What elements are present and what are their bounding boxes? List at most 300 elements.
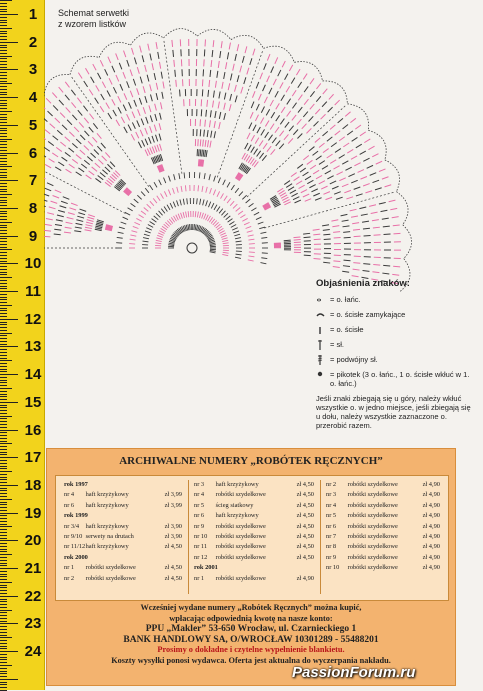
stitch-mark	[354, 187, 361, 189]
stitch-mark	[200, 129, 201, 136]
stitch-mark	[261, 129, 265, 135]
stitch-mark	[84, 146, 89, 151]
stitch-mark	[45, 129, 50, 133]
stitch-mark	[392, 274, 399, 275]
stitch-mark	[202, 213, 204, 219]
stitch-mark	[44, 199, 47, 201]
stitch-mark	[347, 149, 353, 153]
stitch-mark	[287, 99, 291, 105]
ruler-tick	[0, 58, 7, 59]
stitch-mark	[252, 91, 255, 97]
order-address: PPU „Makler” 53-650 Wrocław, ul. Czarnieckiego 1	[47, 624, 455, 635]
ruler-tick	[0, 249, 12, 250]
stitch-mark	[149, 105, 151, 112]
ruler-tick	[0, 191, 7, 192]
stitch-mark	[319, 161, 325, 165]
stitch-mark	[108, 113, 112, 119]
stitch-mark	[54, 229, 61, 230]
stitch-mark	[46, 98, 51, 103]
ruler-tick	[0, 568, 18, 569]
issue-topic: robótki szydełkowe	[346, 564, 398, 571]
stitch-mark	[96, 85, 100, 91]
stitch-mark	[118, 232, 124, 233]
table-row	[326, 480, 440, 490]
issue-price: zł 4,50	[297, 490, 314, 500]
ruler-tick	[0, 255, 7, 256]
issue-number: nr 6	[194, 511, 214, 521]
stitch-mark	[132, 112, 135, 118]
stitch-mark	[207, 140, 208, 147]
stitch-mark	[202, 186, 203, 192]
issue-topic: robótki szydełkowe	[214, 543, 266, 550]
stitch-mark	[292, 103, 296, 109]
stitch-mark	[184, 172, 185, 178]
stitch-mark	[268, 135, 272, 141]
stitch-mark	[139, 215, 144, 218]
stitch-mark	[208, 216, 211, 221]
stitch-mark	[245, 46, 247, 53]
stitch-mark	[210, 252, 216, 253]
stitch-mark	[155, 146, 157, 153]
stitch-mark	[342, 161, 348, 164]
ruler-tick	[0, 47, 7, 48]
stitch-mark	[127, 114, 130, 120]
stitch-mark	[360, 132, 366, 136]
stitch-mark	[291, 193, 297, 196]
stitch-mark	[267, 76, 270, 82]
issue-price: zł 4,90	[423, 490, 440, 500]
stitch-mark	[222, 82, 223, 89]
ruler-number: 3	[22, 61, 44, 78]
ruler-tick	[0, 283, 7, 284]
stitch-mark	[251, 147, 255, 153]
ruler-tick	[0, 117, 7, 118]
ruler	[0, 0, 45, 690]
ruler-tick	[0, 502, 7, 503]
stitch-mark	[134, 100, 137, 107]
stitch-mark	[113, 110, 116, 116]
stitch-mark	[300, 168, 306, 172]
stitch-mark	[323, 89, 328, 94]
stitch-mark	[62, 125, 67, 130]
stitch-mark	[119, 227, 125, 229]
stitch-mark	[313, 170, 319, 174]
ruler-tick	[0, 111, 12, 112]
stitch-mark	[130, 239, 136, 240]
ruler-tick	[0, 382, 7, 383]
stitch-mark	[224, 213, 228, 217]
stitch-mark	[393, 266, 400, 267]
stitch-mark	[213, 101, 214, 108]
stitch-mark	[293, 130, 298, 135]
stitch-mark	[156, 42, 157, 49]
stitch-mark	[145, 139, 148, 145]
ruler-tick	[0, 286, 7, 287]
issue-price: zł 3,99	[165, 501, 182, 511]
issue-topic: serwety na drutach	[84, 533, 134, 540]
chain-loop	[347, 104, 368, 131]
stitch-mark	[279, 144, 284, 149]
stitch-mark	[235, 257, 241, 258]
ruler-tick	[0, 164, 7, 165]
stitch-mark	[136, 132, 139, 138]
stitch-mark	[141, 211, 146, 215]
stitch-mark	[304, 99, 308, 105]
stitch-mark	[155, 104, 157, 111]
stitch-mark	[159, 211, 163, 215]
stitch-mark	[150, 95, 152, 102]
stitch-mark	[132, 48, 134, 55]
issue-number: nr 6	[326, 522, 346, 532]
ruler-tick	[0, 563, 7, 564]
ruler-tick	[0, 67, 7, 68]
ruler-tick	[0, 92, 7, 93]
ruler-tick	[0, 83, 12, 84]
issue-topic: haft krzyżykowy	[214, 481, 259, 488]
stitch-mark	[177, 187, 178, 193]
stitch-mark	[218, 102, 219, 109]
ruler-tick	[0, 194, 12, 195]
ruler-tick	[0, 360, 12, 361]
stitch-mark	[161, 72, 162, 79]
stitch-mark	[121, 222, 127, 224]
ruler-tick	[0, 94, 7, 95]
stitch-mark	[100, 106, 104, 112]
stitch-mark	[231, 185, 234, 190]
stitch-mark	[229, 222, 234, 225]
issue-price: zł 4,50	[297, 532, 314, 542]
stitch-mark	[264, 97, 267, 103]
stitch-mark	[265, 132, 269, 138]
stitch-mark	[226, 216, 231, 220]
stitch-mark	[159, 62, 160, 69]
ruler-tick	[0, 587, 7, 588]
stitch-mark	[125, 212, 130, 215]
ruler-tick	[0, 20, 7, 21]
stitch-mark	[134, 199, 139, 203]
stitch-mark	[76, 220, 83, 222]
issue-number: nr 3/4	[64, 522, 84, 532]
stitch-mark	[313, 193, 319, 196]
stitch-mark	[85, 68, 89, 74]
stitch-mark	[123, 72, 126, 79]
stitch-mark	[123, 217, 128, 219]
issue-price: zł 4,90	[423, 542, 440, 552]
stitch-mark	[263, 85, 266, 91]
ruler-tick	[0, 200, 7, 201]
legend-text-double: = sł.	[330, 340, 344, 349]
stitch-mark	[164, 178, 166, 184]
stitch-mark	[58, 162, 64, 166]
stitch-mark	[285, 122, 289, 128]
ruler-number: 24	[22, 643, 44, 660]
stitch-mark	[168, 190, 170, 196]
issue-price: zł 4,50	[297, 511, 314, 521]
stitch-mark	[286, 184, 292, 188]
stitch-mark	[360, 176, 366, 179]
stitch-mark	[52, 93, 57, 98]
ruler-tick	[0, 14, 18, 15]
stitch-mark	[87, 157, 92, 162]
ruler-tick	[0, 532, 7, 533]
stitch-mark	[305, 199, 311, 202]
stitch-mark	[65, 152, 71, 156]
stitch-mark	[267, 54, 270, 60]
legend-row-single	[316, 325, 476, 334]
ruler-tick	[0, 424, 7, 425]
issue-price: zł 4,90	[423, 532, 440, 542]
ruler-tick	[0, 141, 7, 142]
stitch-mark	[276, 115, 280, 121]
ruler-tick	[0, 632, 7, 633]
ruler-tick	[0, 385, 7, 386]
stitch-mark	[69, 132, 74, 137]
issue-topic: robótki szydełkowe	[84, 575, 136, 582]
table-row	[194, 511, 314, 521]
stitch-mark	[341, 214, 348, 215]
stitch-mark	[150, 222, 155, 225]
stitch-mark	[194, 224, 195, 230]
stitch-mark	[330, 125, 335, 130]
ruler-tick	[0, 637, 12, 638]
stitch-mark	[89, 171, 95, 175]
table-row	[64, 532, 182, 542]
ruler-tick	[0, 169, 7, 170]
stitch-mark	[156, 213, 160, 217]
stitch-mark	[124, 51, 126, 58]
table-row	[64, 542, 182, 552]
issue-price: zł 4,50	[297, 480, 314, 490]
stitch-mark	[102, 156, 107, 161]
stitch-mark	[137, 120, 140, 126]
stitch-mark	[185, 185, 186, 191]
stitch-mark	[316, 83, 320, 89]
stitch-mark	[209, 174, 210, 180]
stitch-mark	[55, 167, 61, 171]
stitch-mark	[237, 44, 239, 51]
stitch-mark	[59, 100, 64, 105]
table-row	[326, 542, 440, 552]
stitch-mark	[220, 233, 225, 235]
ruler-number: 20	[22, 532, 44, 549]
stitch-mark	[235, 54, 237, 61]
stitch-mark	[213, 91, 214, 98]
stitch-mark	[179, 173, 180, 179]
stitch-mark	[344, 190, 351, 192]
ruler-tick	[0, 446, 7, 447]
stitch-mark	[56, 220, 63, 221]
stitch-mark	[260, 73, 263, 79]
stitch-mark	[323, 234, 330, 235]
stitch-mark	[343, 266, 350, 267]
ruler-tick	[0, 607, 7, 608]
stitch-mark	[89, 89, 93, 95]
stitch-mark	[314, 259, 321, 260]
stitch-mark	[44, 135, 46, 139]
ruler-tick	[0, 557, 7, 558]
stitch-mark	[343, 232, 350, 233]
stitch-mark	[149, 137, 152, 144]
issue-number: nr 11	[194, 542, 214, 552]
stitch-mark	[363, 184, 370, 186]
stitch-mark	[304, 237, 311, 238]
ruler-tick	[0, 596, 18, 597]
ruler-tick	[0, 114, 7, 115]
ruler-number: 14	[22, 366, 44, 383]
stitch-mark	[383, 226, 390, 227]
chain-loop	[99, 42, 130, 57]
chain-loop	[403, 225, 412, 259]
table-row	[64, 563, 182, 573]
issue-topic: haft krzyżykowy	[84, 523, 129, 530]
stitch-mark	[68, 213, 75, 215]
stitch-mark	[138, 142, 141, 148]
stitch-mark	[95, 163, 100, 168]
ruler-tick	[0, 355, 7, 356]
stitch-mark	[95, 228, 102, 229]
ruler-tick	[0, 161, 7, 162]
stitch-mark	[339, 178, 345, 181]
ruler-tick	[0, 130, 7, 131]
stitch-mark	[147, 204, 151, 208]
stitch-mark	[343, 226, 350, 227]
stitch-mark	[299, 185, 305, 188]
stitch-mark	[90, 114, 94, 120]
stitch-mark	[105, 167, 110, 172]
stitch-mark	[137, 67, 139, 74]
stitch-mark	[183, 212, 184, 218]
stitch-mark	[278, 70, 281, 76]
stitch-mark	[332, 226, 339, 227]
stitch-mark	[236, 241, 242, 242]
stitch-mark	[351, 180, 357, 183]
stitch-mark	[213, 190, 215, 196]
stitch-mark	[199, 172, 200, 178]
stitch-mark	[210, 70, 211, 77]
stitch-mark	[87, 217, 94, 219]
ruler-tick	[0, 374, 18, 375]
stitch-mark	[393, 225, 400, 226]
center-ring	[187, 243, 197, 253]
stitch-mark	[203, 150, 204, 157]
chain-loop	[197, 29, 231, 39]
ruler-tick	[0, 269, 7, 270]
stitch-mark	[47, 183, 53, 186]
stitch-mark	[247, 133, 250, 139]
stitch-mark	[350, 118, 355, 122]
ruler-tick	[0, 266, 7, 267]
stitch-mark	[45, 224, 52, 225]
stitch-mark	[89, 127, 94, 132]
ruler-tick	[0, 0, 12, 1]
legend-row-treble	[316, 355, 476, 364]
stitch-mark	[98, 159, 103, 164]
year-label: rok 2000	[64, 554, 88, 561]
stitch-mark	[59, 87, 63, 92]
stitch-mark	[310, 91, 314, 97]
stitch-mark	[219, 122, 221, 129]
stitch-mark	[130, 91, 133, 98]
ruler-tick	[0, 72, 7, 73]
order-note: Prosimy o dokładne i czytelne wypełnienie blankietu.	[47, 645, 455, 656]
stitch-mark	[354, 163, 360, 166]
ruler-tick	[0, 687, 7, 688]
stitch-mark	[155, 114, 157, 121]
ruler-tick	[0, 524, 7, 525]
ruler-tick	[0, 684, 7, 685]
stitch-mark	[55, 118, 60, 123]
ruler-tick	[0, 100, 7, 101]
ruler-tick	[0, 150, 7, 151]
stitch-mark	[322, 131, 327, 136]
stitch-mark	[363, 228, 370, 229]
ruler-tick	[0, 144, 7, 145]
ruler-tick	[0, 407, 7, 408]
stitch-mark	[373, 180, 380, 182]
ruler-tick	[0, 654, 7, 655]
stitch-mark	[176, 215, 179, 220]
stitch-mark	[373, 227, 380, 228]
stitch-mark	[360, 151, 366, 154]
stitch-mark	[235, 85, 237, 92]
stitch-mark	[382, 218, 389, 219]
stitch-mark	[385, 185, 392, 187]
stitch-mark	[95, 178, 101, 182]
ruler-tick	[0, 158, 7, 159]
stitch-mark	[207, 100, 208, 107]
stitch-mark	[292, 90, 296, 96]
stitch-mark	[208, 90, 209, 97]
ruler-tick	[0, 529, 7, 530]
stitch-mark	[310, 104, 315, 109]
stitch-mark	[255, 115, 258, 121]
stitch-mark	[60, 206, 67, 208]
ruler-tick	[0, 230, 7, 231]
ruler-tick	[0, 322, 7, 323]
archive-column-1	[64, 480, 182, 584]
stitch-mark	[156, 240, 162, 241]
stitch-mark	[271, 149, 276, 154]
stitch-mark	[323, 229, 330, 230]
stitch-mark	[153, 198, 157, 203]
issue-price: zł 4,90	[297, 574, 314, 584]
ruler-tick	[0, 488, 7, 489]
stitch-mark	[71, 102, 75, 107]
stitch-mark	[335, 100, 340, 105]
ruler-tick	[0, 435, 7, 436]
ruler-tick	[0, 427, 7, 428]
stitch-mark	[289, 65, 292, 71]
ruler-tick	[0, 155, 7, 156]
ruler-tick	[0, 11, 7, 12]
stitch-mark	[154, 216, 159, 220]
stitch-mark	[325, 171, 331, 174]
ruler-number: 6	[22, 145, 44, 162]
stitch-mark	[134, 58, 136, 65]
stitch-mark	[229, 104, 231, 111]
ruler-tick	[0, 394, 7, 395]
stitch-mark	[235, 96, 237, 103]
stitch-mark	[150, 115, 152, 122]
stitch-mark	[183, 199, 184, 205]
ruler-tick	[0, 515, 7, 516]
stitch-mark	[301, 190, 307, 193]
ruler-tick	[0, 671, 7, 672]
stitch-mark	[333, 267, 340, 268]
stitch-mark	[310, 165, 316, 169]
stitch-mark	[87, 220, 94, 222]
stitch-mark	[275, 91, 278, 97]
